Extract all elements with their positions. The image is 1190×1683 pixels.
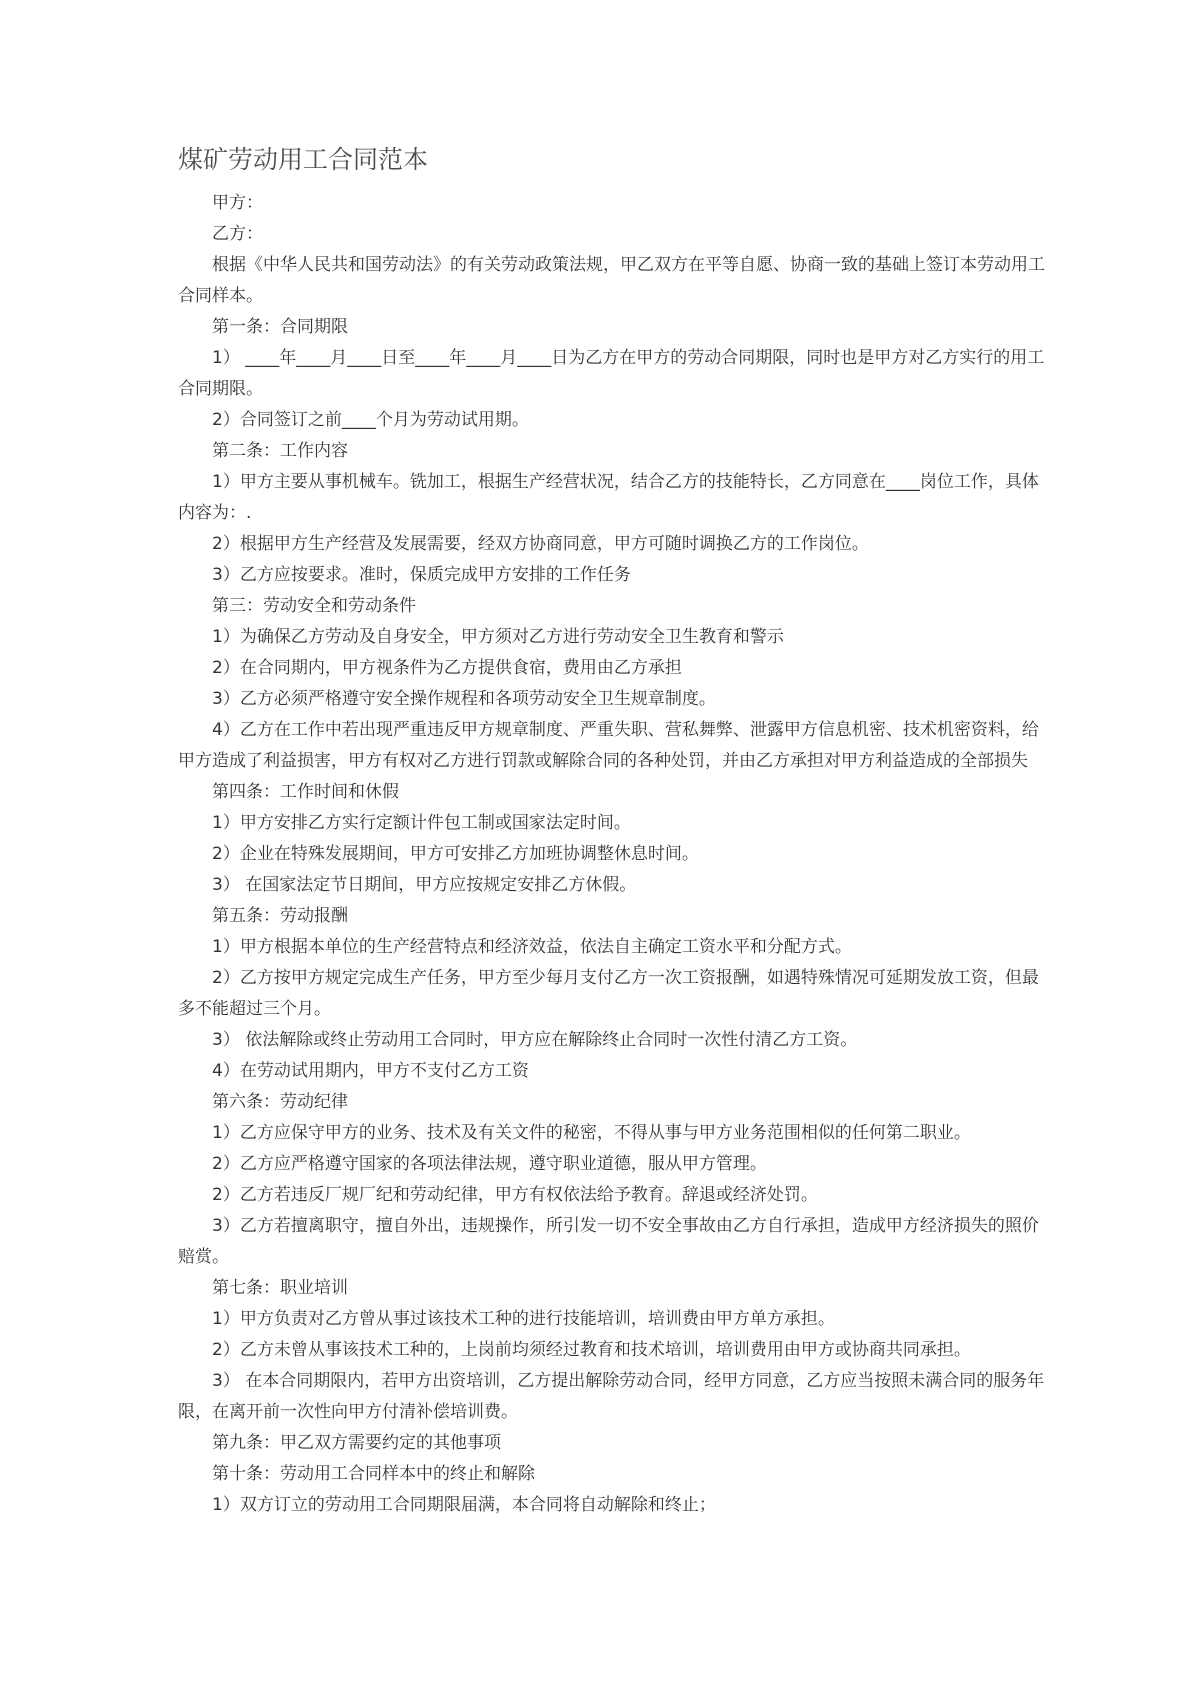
paragraph: 根据《中华人民共和国劳动法》的有关劳动政策法规，甲乙双方在平等自愿、协商一致的基础上签订本劳动用工合同样本。 bbox=[178, 255, 1045, 306]
paragraph: 甲方： bbox=[212, 193, 263, 213]
paragraph: 第二条：工作内容 bbox=[212, 441, 348, 461]
paragraph: 1）乙方应保守甲方的业务、技术及有关文件的秘密，不得从事与甲方业务范围相似的任何第二职业。 bbox=[212, 1123, 971, 1143]
document-title: 煤矿劳动用工合同范本 bbox=[178, 145, 429, 174]
document-body bbox=[178, 188, 1046, 1521]
paragraph: 3） 在国家法定节日期间，甲方应按规定安排乙方休假。 bbox=[212, 875, 637, 895]
paragraph: 2）企业在特殊发展期间，甲方可安排乙方加班协调整休息时间。 bbox=[212, 844, 699, 864]
paragraph: 3）乙方必须严格遵守安全操作规程和各项劳动安全卫生规章制度。 bbox=[212, 689, 716, 709]
paragraph: 1） ____年____月____日至____年____月____日为乙方在甲方的劳动合同期限，同时也是甲方对乙方实行的用工合同期限。 bbox=[178, 348, 1045, 399]
paragraph: 2）根据甲方生产经营及发展需要，经双方协商同意，甲方可随时调换乙方的工作岗位。 bbox=[212, 534, 869, 554]
paragraph: 3） 依法解除或终止劳动用工合同时，甲方应在解除终止合同时一次性付清乙方工资。 bbox=[212, 1030, 858, 1050]
paragraph: 第三：劳动安全和劳动条件 bbox=[212, 596, 416, 616]
paragraph: 1）双方订立的劳动用工合同期限届满，本合同将自动解除和终止； bbox=[212, 1495, 716, 1515]
paragraph: 3） 在本合同期限内，若甲方出资培训，乙方提出解除劳动合同，经甲方同意，乙方应当按照未满合同的服务年限，在离开前一次性向甲方付清补偿培训费。 bbox=[178, 1371, 1045, 1422]
paragraph: 2）乙方若违反厂规厂纪和劳动纪律，甲方有权依法给予教育。辞退或经济处罚。 bbox=[212, 1185, 818, 1205]
paragraph: 第十条：劳动用工合同样本中的终止和解除 bbox=[212, 1464, 535, 1484]
paragraph: 第五条：劳动报酬 bbox=[212, 906, 348, 926]
paragraph: 第四条：工作时间和休假 bbox=[212, 782, 399, 802]
paragraph: 第九条：甲乙双方需要约定的其他事项 bbox=[212, 1433, 501, 1453]
paragraph: 第七条：职业培训 bbox=[212, 1278, 348, 1298]
paragraph: 1）甲方根据本单位的生产经营特点和经济效益，依法自主确定工资水平和分配方式。 bbox=[212, 937, 852, 957]
paragraph: 2）在合同期内，甲方视条件为乙方提供食宿，费用由乙方承担 bbox=[212, 658, 682, 678]
paragraph: 1）甲方安排乙方实行定额计件包工制或国家法定时间。 bbox=[212, 813, 631, 833]
paragraph: 1）为确保乙方劳动及自身安全，甲方须对乙方进行劳动安全卫生教育和警示 bbox=[212, 627, 784, 647]
paragraph: 第六条：劳动纪律 bbox=[212, 1092, 348, 1112]
paragraph: 4）乙方在工作中若出现严重违反甲方规章制度、严重失职、营私舞弊、泄露甲方信息机密、技术机密资料，给甲方造成了利益损害，甲方有权对乙方进行罚款或解除合同的各种处罚，并由乙方承担对甲方利益造成的全部损失 bbox=[178, 720, 1039, 771]
paragraph: 2）乙方未曾从事该技术工种的，上岗前均须经过教育和技术培训，培训费用由甲方或协商共同承担。 bbox=[212, 1340, 971, 1360]
paragraph: 3）乙方应按要求。准时，保质完成甲方安排的工作任务 bbox=[212, 565, 631, 585]
paragraph: 2）乙方按甲方规定完成生产任务，甲方至少每月支付乙方一次工资报酬，如遇特殊情况可延期发放工资，但最多不能超过三个月。 bbox=[178, 968, 1039, 1019]
paragraph: 2）合同签订之前____个月为劳动试用期。 bbox=[212, 410, 529, 430]
paragraph: 乙方： bbox=[212, 224, 263, 244]
paragraph: 4）在劳动试用期内，甲方不支付乙方工资 bbox=[212, 1061, 529, 1081]
paragraph: 1）甲方负责对乙方曾从事过该技术工种的进行技能培训，培训费由甲方单方承担。 bbox=[212, 1309, 835, 1329]
paragraph: 3）乙方若擅离职守，擅自外出，违规操作，所引发一切不安全事故由乙方自行承担，造成甲方经济损失的照价赔赏。 bbox=[178, 1216, 1039, 1267]
paragraph: 1）甲方主要从事机械车。铣加工，根据生产经营状况，结合乙方的技能特长，乙方同意在____岗位工作，具体内容为：. bbox=[178, 472, 1039, 523]
paragraph: 2）乙方应严格遵守国家的各项法律法规，遵守职业道德，服从甲方管理。 bbox=[212, 1154, 767, 1174]
paragraph: 第一条：合同期限 bbox=[212, 317, 348, 337]
